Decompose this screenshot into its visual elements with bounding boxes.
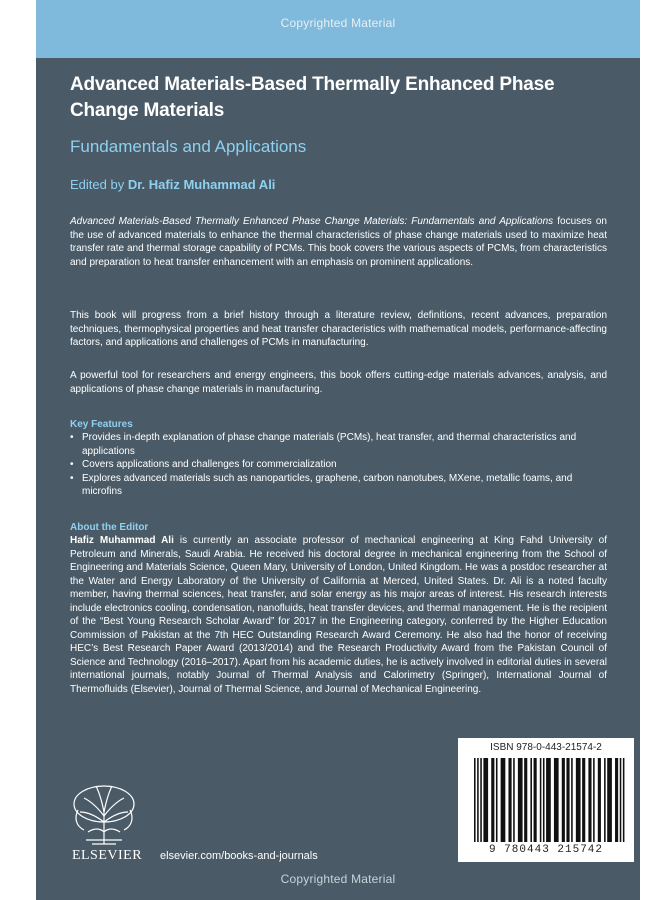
barcode-bar (513, 758, 515, 842)
barcode-bar (598, 758, 601, 842)
back-cover (36, 0, 640, 900)
elsevier-tree-logo-icon (66, 782, 142, 846)
barcode-bar (524, 758, 527, 842)
bullet-icon: • (70, 472, 74, 484)
book-title: Advanced Materials-Based Thermally Enhanced Phase Change Materials (70, 74, 555, 121)
barcode-bar (530, 758, 532, 842)
editor-name: Dr. Hafiz Muhammad Ali (127, 177, 276, 192)
barcode-bar (543, 758, 545, 842)
key-features-heading: Key Features (70, 419, 133, 430)
barcode-number: 9 780443 215742 (488, 844, 604, 856)
barcode-bar (540, 758, 542, 842)
barcode-bar (620, 758, 622, 842)
editor-prefix: Edited by (70, 177, 125, 192)
bullet-icon: • (70, 459, 74, 470)
about-editor-name: Hafiz Muhammad Ali (70, 535, 174, 546)
barcode-bar (480, 758, 482, 842)
barcode-bar (562, 758, 565, 842)
bullet-icon: • (70, 432, 74, 443)
barcode-bar (491, 758, 494, 842)
watermark-top: Copyrighted Material (280, 16, 396, 30)
barcode-bar (554, 758, 559, 842)
barcode-bar (546, 758, 551, 842)
watermark-bottom: Copyrighted Material (280, 872, 396, 886)
list-item: • Covers applications and challenges for commercialization (70, 459, 337, 470)
barcode-bar (607, 758, 612, 842)
barcode-bar (576, 758, 581, 842)
description-paragraph-3: A powerful tool for researchers and energy engineers, this book offers cutting-edge materials advances, analysis, and applications of phase change materials in manufacturing. (70, 370, 607, 395)
barcode-bar (582, 758, 585, 842)
barcode-bar (588, 758, 591, 842)
barcode-bar (508, 758, 511, 842)
key-features-list (70, 431, 607, 499)
description-paragraph-1 (70, 215, 607, 269)
barcode-bar (534, 758, 537, 842)
about-editor-heading: About the Editor (70, 522, 149, 533)
about-editor-text: Hafiz Muhammad Ali is currently an associate professor of mechanical engineering at King Fahd University of Petroleum and Minerals, Saudi Arabia. He received his doctoral degree in mechanical engineering from the School of Engineering and Materials Science, Queen Mary, University of London, United Kingdom. He was a postdoc researcher at the Water and Energy Laboratory of the University of California at Merced, United States. Dr. Ali is a noted faculty member, having thermal sciences, heat transfer, and solar energy as his major areas of interest. His research interests include electronics cooling, condensation, nanofluids, heat transfer devices, and thermal management. He is the recipient of the “Best Young Research Scholar Award” for 2017 in the Engineering category, conferred by the Higher Education Commission of Pakistan at the 7th HEC Outstanding Research Award Ceremony. He also had the honor of receiving HEC’s Best Research Paper Award (2013/2014) and the Research Productivity Award from the Pakistan Council of Science and Technology (2016–2017). Apart from his academic duties, he is actively involved in editorial duties in several international journals, notably Journal of Thermal Analysis and Calorimetry (Springer), International Journal of Thermofluids (Elsevier), Journal of Thermal Science, and Journal of Mechanical Engineering. (70, 535, 607, 695)
barcode-graphic (472, 758, 628, 842)
barcode-bar (496, 758, 498, 842)
barcode-bar (483, 758, 488, 842)
barcode-bar (593, 758, 595, 842)
book-subtitle: Fundamentals and Applications (70, 137, 307, 156)
barcode-bar (623, 758, 625, 842)
barcode-bar (566, 758, 569, 842)
description-paragraph-2: This book will progress from a brief history through a literature review, definitions, recent advances, preparation techniques, thermophysical properties and heat transfer characteristics with mathematical models, performance-affecting factors, and applications and challenges of PCMs in manufacturing. (70, 310, 607, 348)
list-item: • Provides in-depth explanation of phase change materials (PCMs), heat transfer, and thermal characteristics and applications (70, 432, 577, 457)
barcode-bar (518, 758, 523, 842)
publisher-url: elsevier.com/books-and-journals (160, 850, 318, 862)
barcode-bar (474, 758, 476, 842)
isbn-number: ISBN 978-0-443-21574-2 (490, 742, 602, 753)
barcode-bar (604, 758, 606, 842)
barcode-bar (571, 758, 573, 842)
list-item: • Explores advanced materials such as nanoparticles, graphene, carbon nanotubes, MXene, metallic foams, and microfins (70, 472, 573, 497)
description-book-title: Advanced Materials-Based Thermally Enhanced Phase Change Materials: Fundamentals and Applications (70, 216, 554, 227)
editor-line (70, 176, 275, 194)
description-text: focuses on the use of advanced materials to enhance the thermal characteristics of phase change materials used to maximize heat transfer rate and thermal storage capability of PCMs. This book covers the various aspects of PCMs, from characteristics and preparation to heat transfer enhancement with an emphasis on prominent applications. (70, 216, 607, 268)
barcode-bar (501, 758, 506, 842)
isbn-barcode-box (458, 738, 634, 862)
publisher-name: ELSEVIER (71, 848, 143, 863)
barcode-bar (615, 758, 618, 842)
barcode-bar (477, 758, 479, 842)
